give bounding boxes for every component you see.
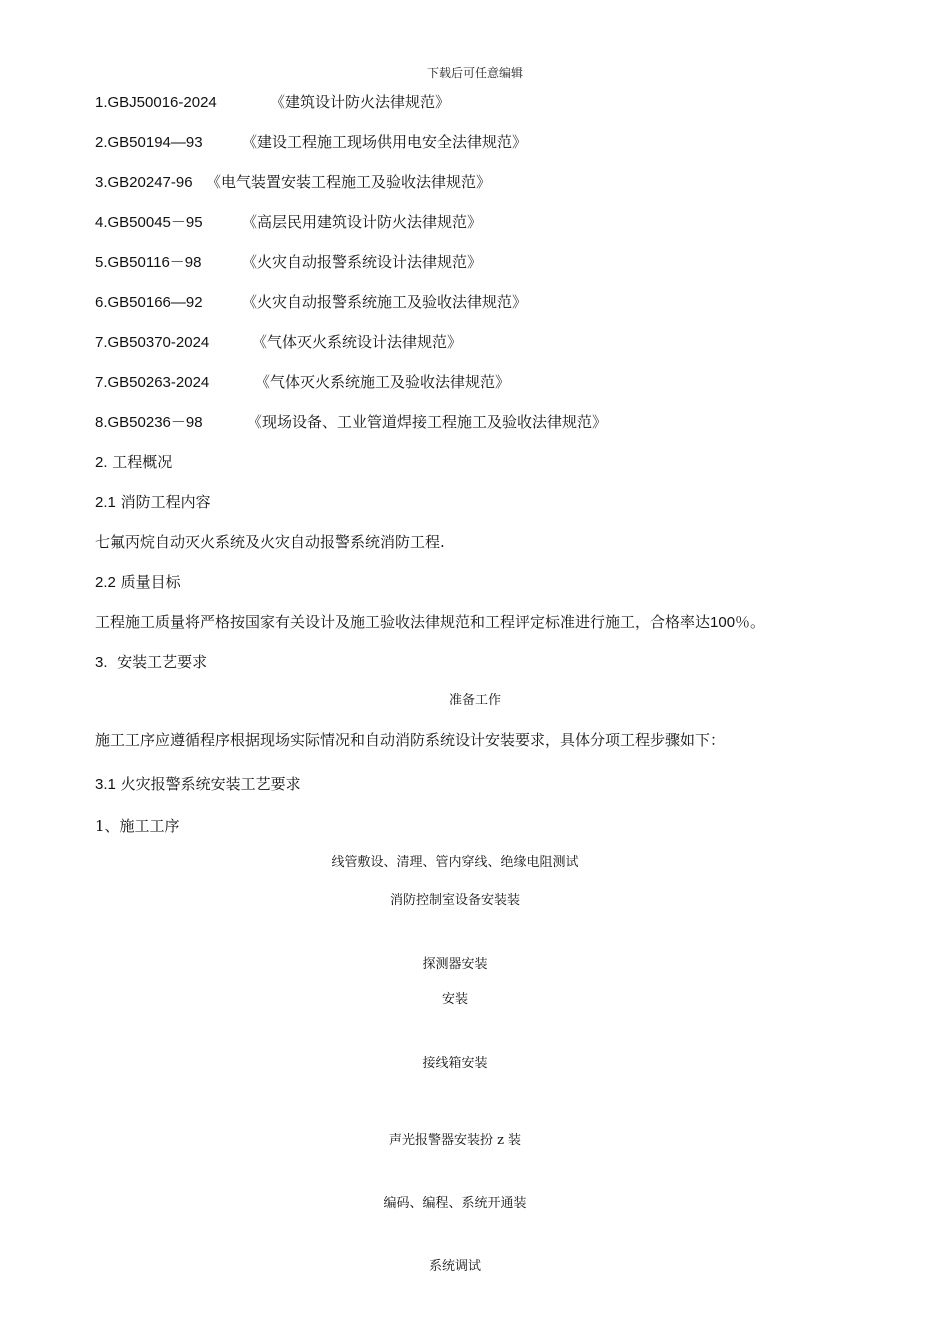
standard-code: 7.GB50263-2024 xyxy=(95,374,210,391)
paragraph-text: ％。 xyxy=(735,613,766,631)
flow-step: 探测器安装 xyxy=(422,957,488,972)
section-number: 3. xyxy=(95,654,108,671)
standard-title: 《现场设备、工业管道焊接工程施工及验收法律规范》 xyxy=(247,413,608,431)
standard-item xyxy=(95,332,462,353)
standard-title: 《气体灭火系统设计法律规范》 xyxy=(252,333,463,351)
subsection-title: 质量目标 xyxy=(120,573,181,591)
paragraph: 施工工序应遵循程序根据现场实际情况和自动消防系统设计安装要求，具体分项工程步骤如下： xyxy=(95,731,726,749)
standard-item xyxy=(95,172,491,193)
subsection-number: 3.1 xyxy=(95,776,116,793)
standard-title: 《火灾自动报警系统设计法律规范》 xyxy=(242,253,483,271)
standard-code: 8.GB50236－98 xyxy=(95,414,203,431)
section-heading xyxy=(95,652,207,673)
step-heading: 1、施工工序 xyxy=(95,817,180,835)
flow-step: 线管敷设、清理、管内穿线、绝缘电阻测试 xyxy=(331,855,579,870)
subsection-number: 2.1 xyxy=(95,494,116,511)
standard-code: 1.GBJ50016-2024 xyxy=(95,94,217,111)
subsection-heading xyxy=(95,492,211,513)
standard-item xyxy=(95,132,527,153)
flow-step: 声光报警器安装扮 z 装 xyxy=(388,1133,522,1148)
standard-title: 《建筑设计防火法律规范》 xyxy=(270,93,451,111)
paragraph: 七氟丙烷自动灭火系统及火灾自动报警系统消防工程. xyxy=(95,533,445,551)
section-number: 2. xyxy=(95,454,108,471)
pass-rate: 100 xyxy=(710,614,736,631)
standard-code: 2.GB50194—93 xyxy=(95,134,203,151)
flow-step: 消防控制室设备安装装 xyxy=(389,893,520,908)
flow-step: 接线箱安装 xyxy=(422,1056,488,1071)
standard-code: 3.GB20247-96 xyxy=(95,174,193,191)
section-title: 工程概况 xyxy=(112,453,173,471)
centered-label: 准备工作 xyxy=(448,693,501,708)
subsection-heading xyxy=(95,774,301,795)
section-heading xyxy=(95,452,172,473)
standard-title: 《火灾自动报警系统施工及验收法律规范》 xyxy=(242,293,528,311)
standard-title: 《建设工程施工现场供用电安全法律规范》 xyxy=(242,133,528,151)
section-title: 安装工艺要求 xyxy=(117,653,208,671)
flow-step: 编码、编程、系统开通装 xyxy=(383,1196,527,1211)
standard-title: 《气体灭火系统施工及验收法律规范》 xyxy=(255,373,511,391)
standard-item xyxy=(95,372,510,393)
standard-code: 7.GB50370-2024 xyxy=(95,334,210,351)
standard-title: 《高层民用建筑设计防火法律规范》 xyxy=(242,213,483,231)
standard-item xyxy=(95,92,450,113)
flow-step: 安装 xyxy=(441,992,468,1007)
standard-code: 5.GB50116－98 xyxy=(95,254,202,271)
standard-item xyxy=(95,412,607,433)
standard-item xyxy=(95,212,482,233)
standard-code: 4.GB50045－95 xyxy=(95,214,203,231)
subsection-heading xyxy=(95,572,181,593)
paragraph xyxy=(95,612,765,633)
subsection-number: 2.2 xyxy=(95,574,116,591)
standard-title: 《电气装置安装工程施工及验收法律规范》 xyxy=(206,173,492,191)
paragraph-text: 工程施工质量将严格按国家有关设计及施工验收法律规范和工程评定标准进行施工，合格率达 xyxy=(95,613,711,631)
standard-item xyxy=(95,252,482,273)
standard-item xyxy=(95,292,527,313)
standard-code: 6.GB50166—92 xyxy=(95,294,203,311)
subsection-title: 火灾报警系统安装工艺要求 xyxy=(120,775,301,793)
flow-step: 系统调试 xyxy=(428,1259,481,1274)
subsection-title: 消防工程内容 xyxy=(120,493,211,511)
page-header: 下载后可任意编辑 xyxy=(426,66,523,80)
